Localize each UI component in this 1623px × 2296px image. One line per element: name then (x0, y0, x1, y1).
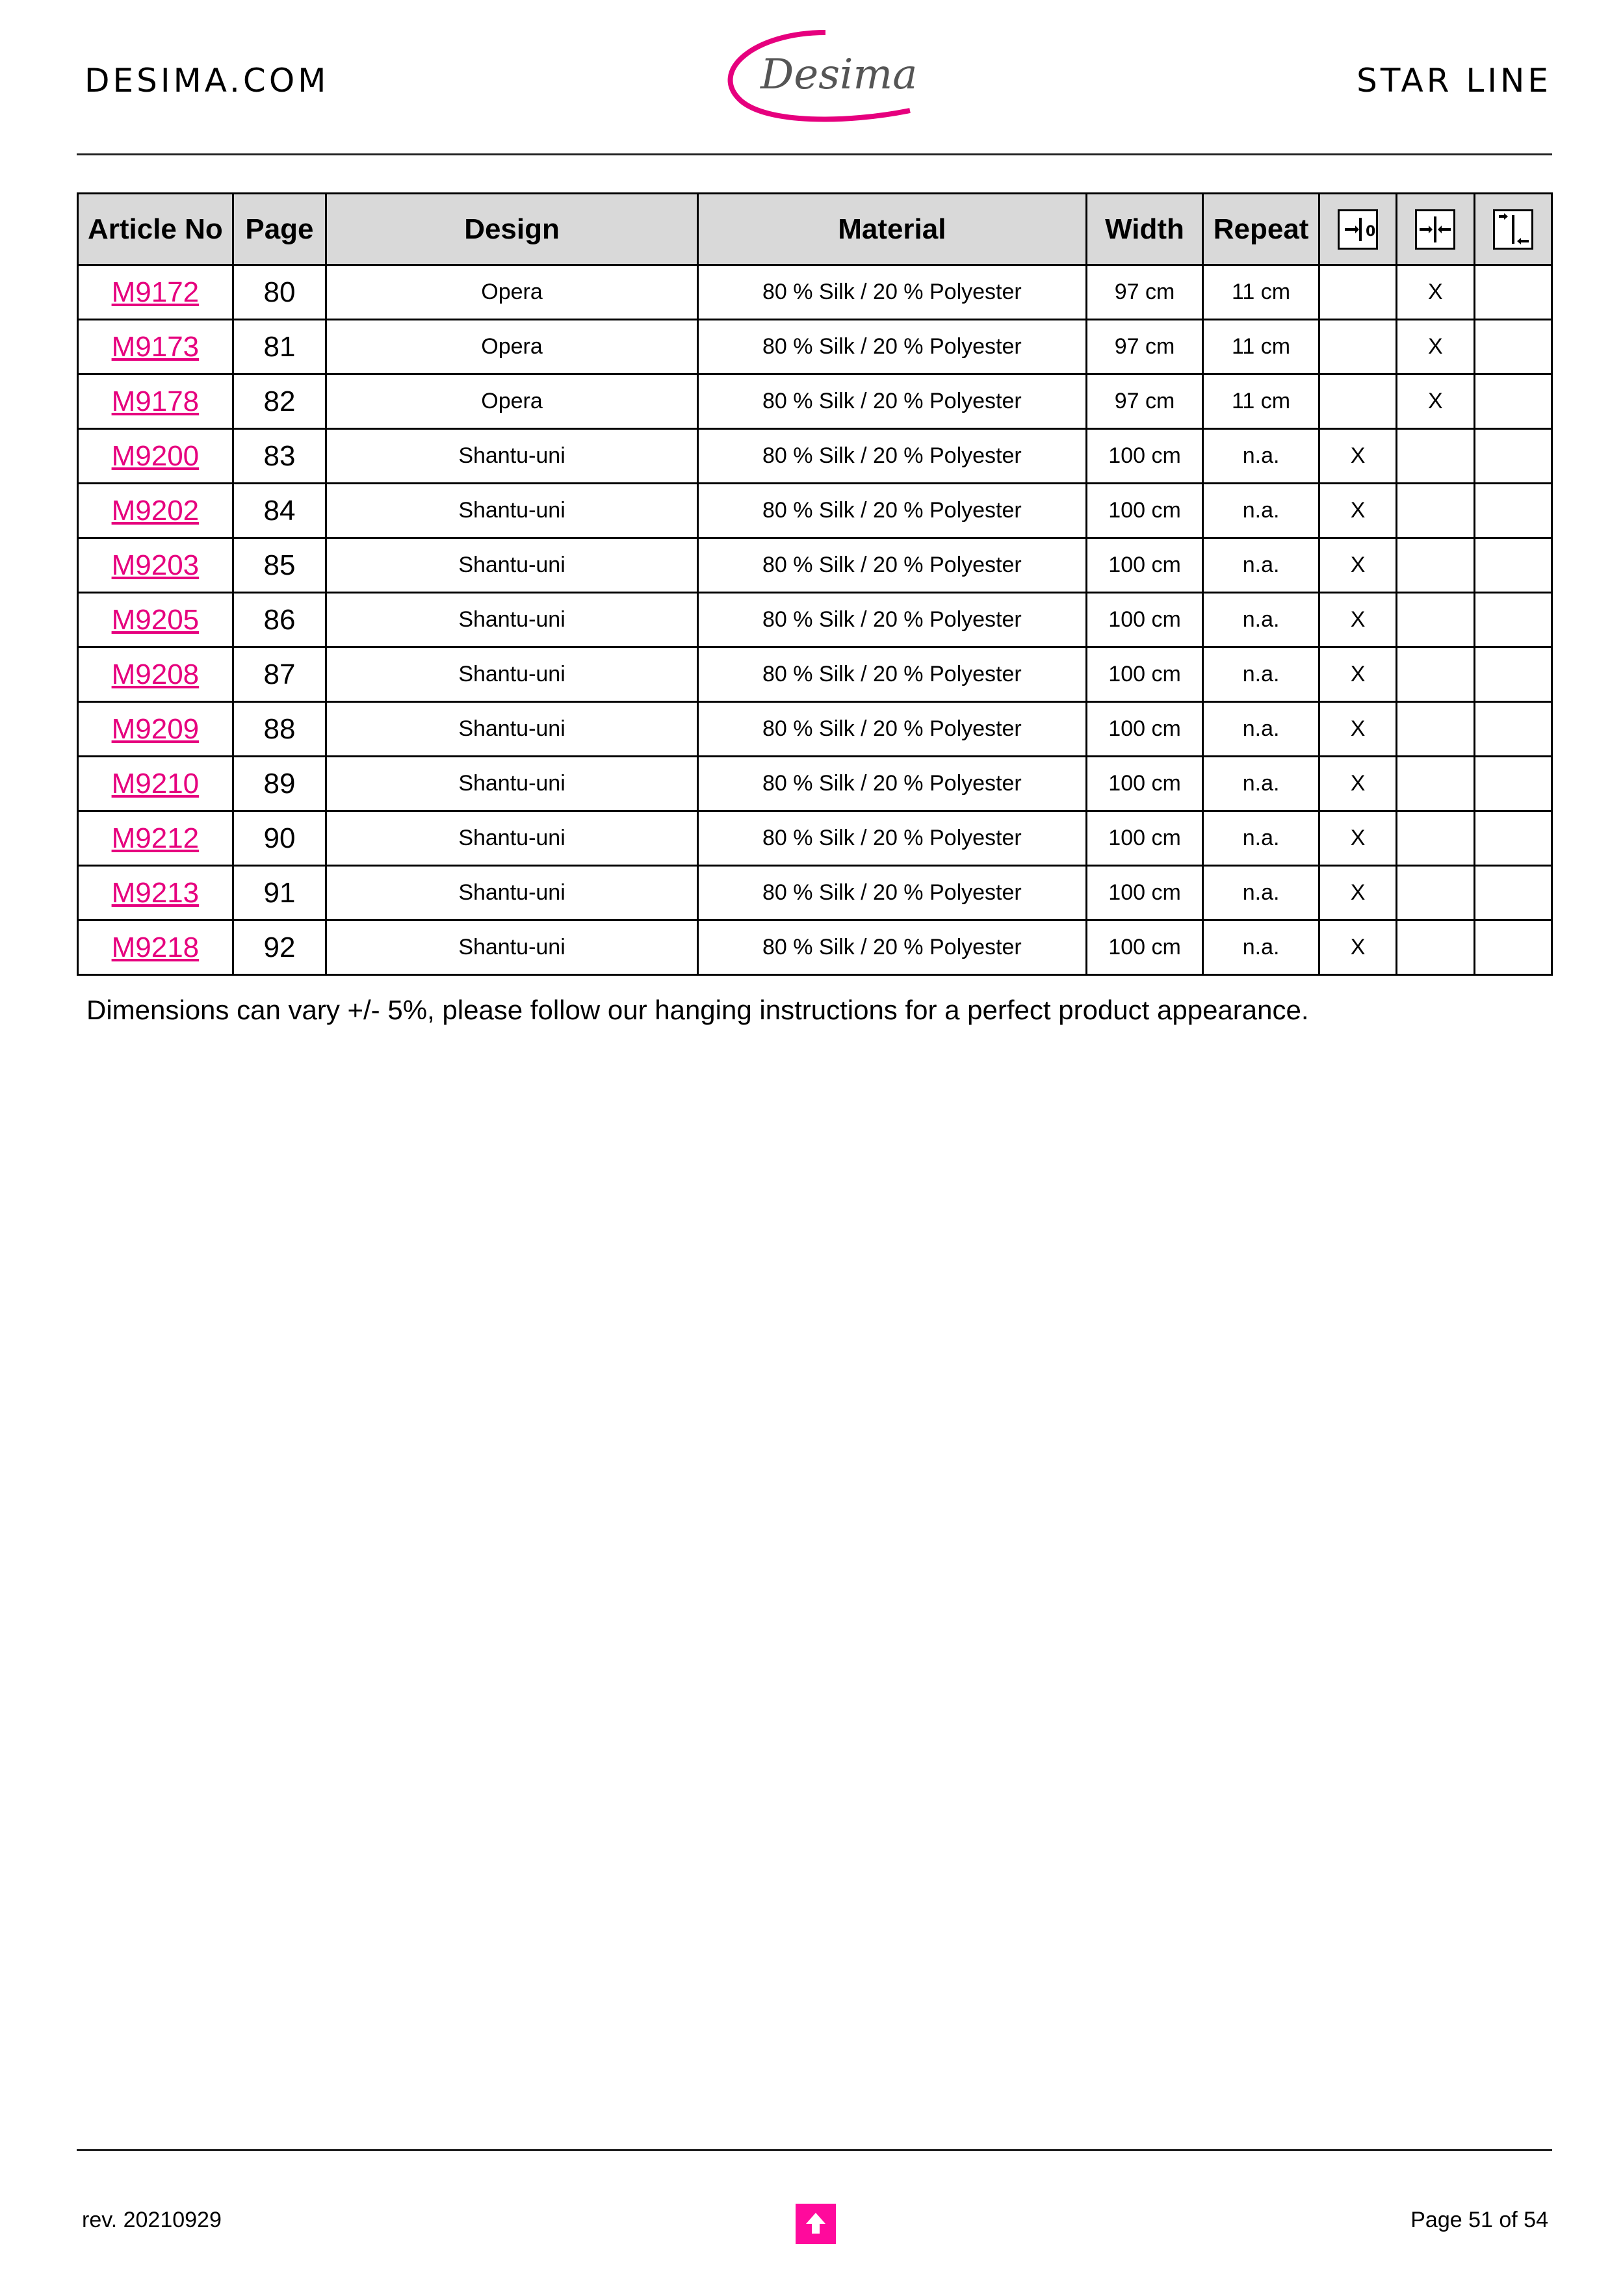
material-cell: 80 % Silk / 20 % Polyester (697, 920, 1086, 975)
repeat-cell: n.a. (1203, 920, 1319, 975)
repeat-cell: n.a. (1203, 593, 1319, 647)
table-row (78, 320, 1552, 374)
center-seam-cell: X (1397, 265, 1474, 320)
page-cell: 90 (233, 811, 326, 866)
center-seam-icon (1415, 209, 1455, 250)
top-hem-cell (1474, 320, 1552, 374)
design-cell: Shantu-uni (326, 920, 698, 975)
article-no-cell (78, 920, 233, 975)
page-cell: 85 (233, 538, 326, 593)
article-no-cell (78, 538, 233, 593)
header-repeat: Repeat (1203, 194, 1319, 265)
design-cell: Shantu-uni (326, 647, 698, 702)
article-link[interactable]: M9203 (111, 549, 200, 581)
side-hem-cell (1319, 265, 1396, 320)
repeat-cell: 11 cm (1203, 320, 1319, 374)
back-to-top-button[interactable] (796, 2204, 836, 2244)
side-hem-cell: X (1319, 429, 1396, 484)
page-cell: 91 (233, 866, 326, 920)
header-article-no: Article No (78, 194, 233, 265)
width-cell: 100 cm (1086, 702, 1203, 757)
top-hem-cell (1474, 538, 1552, 593)
center-seam-cell (1397, 429, 1474, 484)
design-cell: Opera (326, 320, 698, 374)
center-seam-cell: X (1397, 320, 1474, 374)
width-cell: 100 cm (1086, 647, 1203, 702)
width-cell: 100 cm (1086, 920, 1203, 975)
material-cell: 80 % Silk / 20 % Polyester (697, 265, 1086, 320)
article-link[interactable]: M9202 (111, 494, 200, 527)
table-row (78, 866, 1552, 920)
article-no-cell (78, 757, 233, 811)
center-seam-cell (1397, 484, 1474, 538)
side-hem-cell: X (1319, 593, 1396, 647)
width-cell: 100 cm (1086, 866, 1203, 920)
page-cell: 88 (233, 702, 326, 757)
material-cell: 80 % Silk / 20 % Polyester (697, 538, 1086, 593)
repeat-cell: n.a. (1203, 647, 1319, 702)
header-design: Design (326, 194, 698, 265)
page-cell: 86 (233, 593, 326, 647)
width-cell: 100 cm (1086, 538, 1203, 593)
table-row (78, 374, 1552, 429)
article-no-cell (78, 702, 233, 757)
top-hem-cell (1474, 811, 1552, 866)
header-top-hem (1474, 194, 1552, 265)
top-hem-cell (1474, 757, 1552, 811)
article-link[interactable]: M9178 (111, 385, 200, 417)
side-hem-cell: X (1319, 647, 1396, 702)
center-seam-cell (1397, 647, 1474, 702)
footer-divider (77, 2149, 1552, 2151)
page-cell: 82 (233, 374, 326, 429)
article-no-cell (78, 429, 233, 484)
design-cell: Shantu-uni (326, 593, 698, 647)
article-link[interactable]: M9212 (111, 822, 200, 854)
design-cell: Shantu-uni (326, 484, 698, 538)
design-cell: Shantu-uni (326, 866, 698, 920)
page-cell: 81 (233, 320, 326, 374)
revision-label: rev. 20210929 (82, 2208, 222, 2232)
header-center-seam (1397, 194, 1474, 265)
width-cell: 100 cm (1086, 757, 1203, 811)
site-name: DESIMA.COM (84, 62, 330, 99)
material-cell: 80 % Silk / 20 % Polyester (697, 811, 1086, 866)
table-row (78, 647, 1552, 702)
article-link[interactable]: M9208 (111, 658, 200, 690)
top-hem-cell (1474, 920, 1552, 975)
top-hem-cell (1474, 374, 1552, 429)
side-hem-cell (1319, 374, 1396, 429)
arrow-up-icon (806, 2213, 825, 2234)
article-link[interactable]: M9210 (111, 767, 200, 800)
center-seam-cell (1397, 811, 1474, 866)
top-hem-cell (1474, 647, 1552, 702)
width-cell: 100 cm (1086, 484, 1203, 538)
dimensions-note: Dimensions can vary +/- 5%, please follow our hanging instructions for a perfect product appearance. (86, 995, 1309, 1025)
center-seam-cell (1397, 593, 1474, 647)
table-row (78, 811, 1552, 866)
material-cell: 80 % Silk / 20 % Polyester (697, 484, 1086, 538)
material-cell: 80 % Silk / 20 % Polyester (697, 593, 1086, 647)
article-no-cell (78, 647, 233, 702)
design-cell: Shantu-uni (326, 429, 698, 484)
top-hem-cell (1474, 429, 1552, 484)
article-link[interactable]: M9213 (111, 876, 200, 909)
article-link[interactable]: M9172 (111, 276, 200, 308)
article-link[interactable]: M9200 (111, 439, 200, 472)
article-link[interactable]: M9218 (111, 931, 200, 963)
page-cell: 87 (233, 647, 326, 702)
side-hem-cell: X (1319, 702, 1396, 757)
table-header-row (78, 194, 1552, 265)
header-page: Page (233, 194, 326, 265)
table-row (78, 484, 1552, 538)
table-row (78, 538, 1552, 593)
svg-text:0: 0 (1366, 223, 1376, 240)
table-row (78, 265, 1552, 320)
repeat-cell: n.a. (1203, 429, 1319, 484)
center-seam-cell (1397, 538, 1474, 593)
page-cell: 84 (233, 484, 326, 538)
material-cell: 80 % Silk / 20 % Polyester (697, 647, 1086, 702)
design-cell: Shantu-uni (326, 811, 698, 866)
article-no-cell (78, 374, 233, 429)
header-side-hem (1319, 194, 1396, 265)
width-cell: 100 cm (1086, 593, 1203, 647)
repeat-cell: n.a. (1203, 757, 1319, 811)
material-cell: 80 % Silk / 20 % Polyester (697, 757, 1086, 811)
side-hem-cell: X (1319, 811, 1396, 866)
repeat-cell: 11 cm (1203, 265, 1319, 320)
article-no-cell (78, 593, 233, 647)
top-hem-cell (1474, 484, 1552, 538)
top-hem-cell (1474, 866, 1552, 920)
top-hem-cell (1474, 702, 1552, 757)
article-no-cell (78, 866, 233, 920)
side-hem-cell: X (1319, 920, 1396, 975)
page-cell: 89 (233, 757, 326, 811)
header-material: Material (697, 194, 1086, 265)
center-seam-cell (1397, 702, 1474, 757)
side-hem-cell: X (1319, 866, 1396, 920)
repeat-cell: n.a. (1203, 811, 1319, 866)
article-link[interactable]: M9209 (111, 712, 200, 745)
header-width: Width (1086, 194, 1203, 265)
side-hem-cell: X (1319, 538, 1396, 593)
repeat-cell: 11 cm (1203, 374, 1319, 429)
material-cell: 80 % Silk / 20 % Polyester (697, 866, 1086, 920)
table-row (78, 702, 1552, 757)
top-hem-cell (1474, 265, 1552, 320)
top-hem-icon (1493, 209, 1533, 250)
article-no-cell (78, 265, 233, 320)
design-cell: Shantu-uni (326, 702, 698, 757)
side-hem-cell (1319, 320, 1396, 374)
header-divider (77, 153, 1552, 155)
page-number: Page 51 of 54 (1410, 2208, 1548, 2232)
width-cell: 97 cm (1086, 320, 1203, 374)
repeat-cell: n.a. (1203, 702, 1319, 757)
material-cell: 80 % Silk / 20 % Polyester (697, 429, 1086, 484)
design-cell: Opera (326, 265, 698, 320)
design-cell: Shantu-uni (326, 538, 698, 593)
width-cell: 97 cm (1086, 265, 1203, 320)
article-link[interactable]: M9173 (111, 330, 200, 363)
center-seam-cell (1397, 920, 1474, 975)
center-seam-cell (1397, 866, 1474, 920)
repeat-cell: n.a. (1203, 484, 1319, 538)
design-cell: Shantu-uni (326, 757, 698, 811)
article-no-cell (78, 320, 233, 374)
table-row (78, 757, 1552, 811)
page-cell: 80 (233, 265, 326, 320)
article-no-cell (78, 484, 233, 538)
material-cell: 80 % Silk / 20 % Polyester (697, 320, 1086, 374)
article-no-cell (78, 811, 233, 866)
width-cell: 100 cm (1086, 429, 1203, 484)
page-cell: 92 (233, 920, 326, 975)
material-cell: 80 % Silk / 20 % Polyester (697, 374, 1086, 429)
article-table (77, 192, 1553, 976)
top-hem-cell (1474, 593, 1552, 647)
table-row (78, 593, 1552, 647)
logo-text: Desima (760, 51, 918, 99)
table-row (78, 429, 1552, 484)
center-seam-cell (1397, 757, 1474, 811)
repeat-cell: n.a. (1203, 538, 1319, 593)
center-seam-cell: X (1397, 374, 1474, 429)
table-row (78, 920, 1552, 975)
material-cell: 80 % Silk / 20 % Polyester (697, 702, 1086, 757)
side-hem-cell: X (1319, 484, 1396, 538)
article-link[interactable]: M9205 (111, 603, 200, 636)
width-cell: 100 cm (1086, 811, 1203, 866)
side-hem-icon (1338, 209, 1378, 250)
collection-name: STAR LINE (1357, 62, 1552, 99)
design-cell: Opera (326, 374, 698, 429)
repeat-cell: n.a. (1203, 866, 1319, 920)
side-hem-cell: X (1319, 757, 1396, 811)
width-cell: 97 cm (1086, 374, 1203, 429)
page-cell: 83 (233, 429, 326, 484)
